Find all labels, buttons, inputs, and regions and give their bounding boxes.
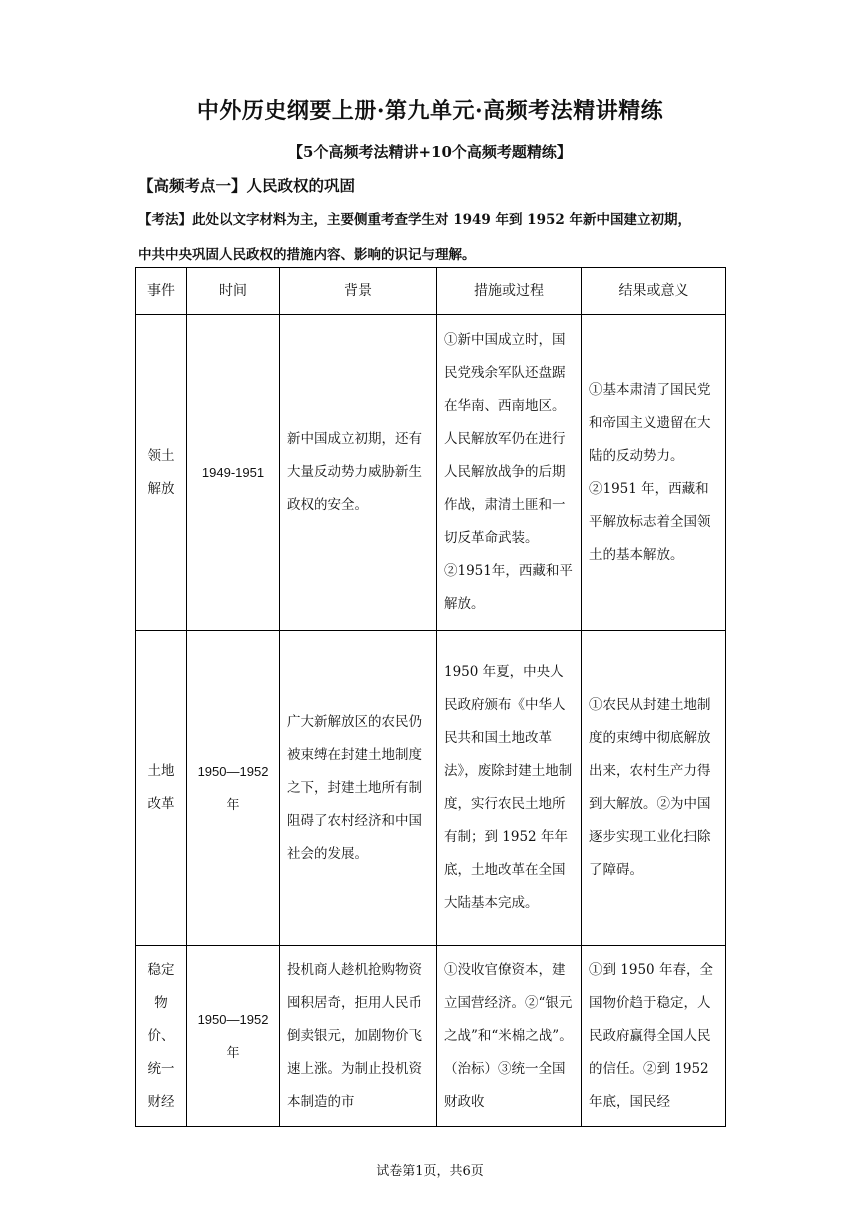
table-row xyxy=(136,946,726,1127)
cell-result: ①基本肃清了国民党和帝国主义遗留在大陆的反动势力。②1951 年，西藏和平解放标志着全国领土的基本解放。 xyxy=(582,315,726,631)
method-tag: 【考法】 xyxy=(138,212,192,228)
header-result: 结果或意义 xyxy=(582,268,726,315)
cell-time: 1950—1952 年 xyxy=(187,946,280,1127)
method-note xyxy=(138,203,728,273)
cell-result xyxy=(582,946,726,1127)
cell-result: ①农民从封建土地制度的束缚中彻底解放出来，农村生产力得到大解放。②为中国逐步实现工业化扫除了障碍。 xyxy=(582,631,726,946)
page-footer: 试卷第1页，共6页 xyxy=(376,1164,484,1179)
header-event: 事件 xyxy=(136,268,187,315)
header-time: 时间 xyxy=(187,268,280,315)
cell-background xyxy=(280,946,437,1127)
measures-table xyxy=(135,267,726,1127)
document-title: 中外历史纲要上册·第九单元·高频考法精讲精练 xyxy=(196,98,664,124)
cell-measures: ①新中国成立时，国民党残余军队还盘踞在华南、西南地区。人民解放军仍在进行人民解放战争的后期作战，肃清土匪和一切反革命武装。②1951年，西藏和平解放。 xyxy=(437,315,582,631)
cell-background: 新中国成立初期，还有大量反动势力威胁新生政权的安全。 xyxy=(280,315,437,631)
cell-measures xyxy=(437,946,582,1127)
header-measures: 措施或过程 xyxy=(437,268,582,315)
document-subtitle: 【5个高频考法精讲+10个高频考题精练】 xyxy=(288,143,572,161)
table-row xyxy=(136,315,726,631)
section-heading: 【高频考点一】人民政权的巩固 xyxy=(138,176,356,195)
table-row xyxy=(136,631,726,946)
cell-measures-text: ①没收官僚资本，建立国营经济。②“银元之战”和“米棉之战”。（治标）③统一全国财政收 xyxy=(444,962,573,1110)
header-background: 背景 xyxy=(280,268,437,315)
cell-event: 稳定物价、统一财经 xyxy=(136,946,187,1127)
cell-event: 领土解放 xyxy=(136,315,187,631)
cell-background-text: 投机商人趁机抢购物资囤积居奇，拒用人民币倒卖银元，加剧物价飞速上涨。为制止投机资本制造的市 xyxy=(287,962,422,1110)
cell-measures: 1950 年夏，中央人民政府颁布《中华人民共和国土地改革法》，废除封建土地制度，实行农民土地所有制；到 1952 年年底，土地改革在全国大陆基本完成。 xyxy=(437,631,582,946)
method-text-line1: 此处以文字材料为主，主要侧重考查学生对 1949 年到 1952 年新中国建立初期， xyxy=(192,212,691,228)
method-text-line2: 中共中央巩固人民政权的措施内容、影响的识记与理解。 xyxy=(138,247,476,263)
cell-time: 1949-1951 xyxy=(187,315,280,631)
cell-result-text: ①到 1950 年春，全国物价趋于稳定，人民政府赢得全国人民的信任。②到 1952 年底，国民经 xyxy=(589,962,713,1110)
table-header-row xyxy=(136,268,726,315)
cell-background: 广大新解放区的农民仍被束缚在封建土地制度之下，封建土地所有制阻碍了农村经济和中国社会的发展。 xyxy=(280,631,437,946)
cell-time: 1950—1952 年 xyxy=(187,631,280,946)
cell-event: 土地改革 xyxy=(136,631,187,946)
